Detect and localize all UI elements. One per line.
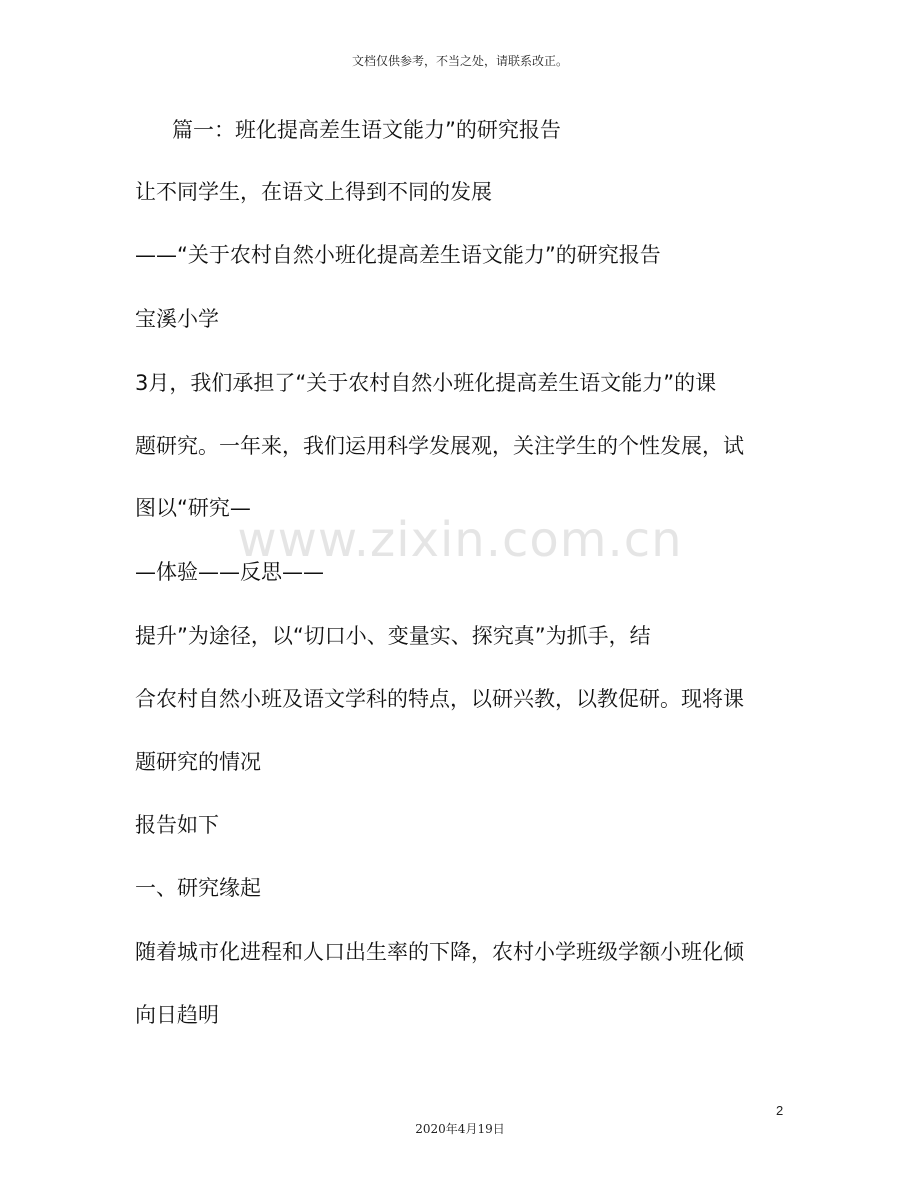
body-line-paragraph: 报告如下 (135, 813, 219, 837)
body-line-report-title: ——“关于农村自然小班化提高差生语文能力”的研究报告 (135, 243, 661, 267)
body-line-title: 篇一：班化提高差生语文能力”的研究报告 (172, 118, 561, 142)
body-line-paragraph: 向日趋明 (135, 1003, 219, 1027)
body-line-paragraph: 题研究。一年来，我们运用科学发展观，关注学生的个性发展，试 (135, 434, 744, 458)
body-line-paragraph: 图以“研究— (135, 496, 251, 520)
body-line-paragraph: 提升”为途径，以“切口小、变量实、探究真”为抓手，结 (135, 624, 651, 648)
body-line-paragraph: 合农村自然小班及语文学科的特点，以研兴教，以教促研。现将课 (135, 687, 744, 711)
body-line-section-heading: 一、研究缘起 (135, 876, 261, 900)
body-line-subtitle: 让不同学生，在语文上得到不同的发展 (135, 180, 492, 204)
header-note: 文档仅供参考，不当之处，请联系改正。 (351, 54, 568, 68)
body-line-paragraph: —体验——反思—— (135, 560, 324, 584)
body-line-paragraph: 3月，我们承担了“关于农村自然小班化提高差生语文能力”的课 (135, 371, 717, 395)
body-line-paragraph: 题研究的情况 (135, 750, 261, 774)
watermark: www.zixin.com.cn (237, 512, 683, 568)
body-line-paragraph: 随着城市化进程和人口出生率的下降，农村小学班级学额小班化倾 (135, 940, 744, 964)
body-line-school: 宝溪小学 (135, 307, 219, 331)
page-number: 2 (776, 1103, 784, 1118)
footer-date: 2020年4月19日 (415, 1122, 505, 1136)
